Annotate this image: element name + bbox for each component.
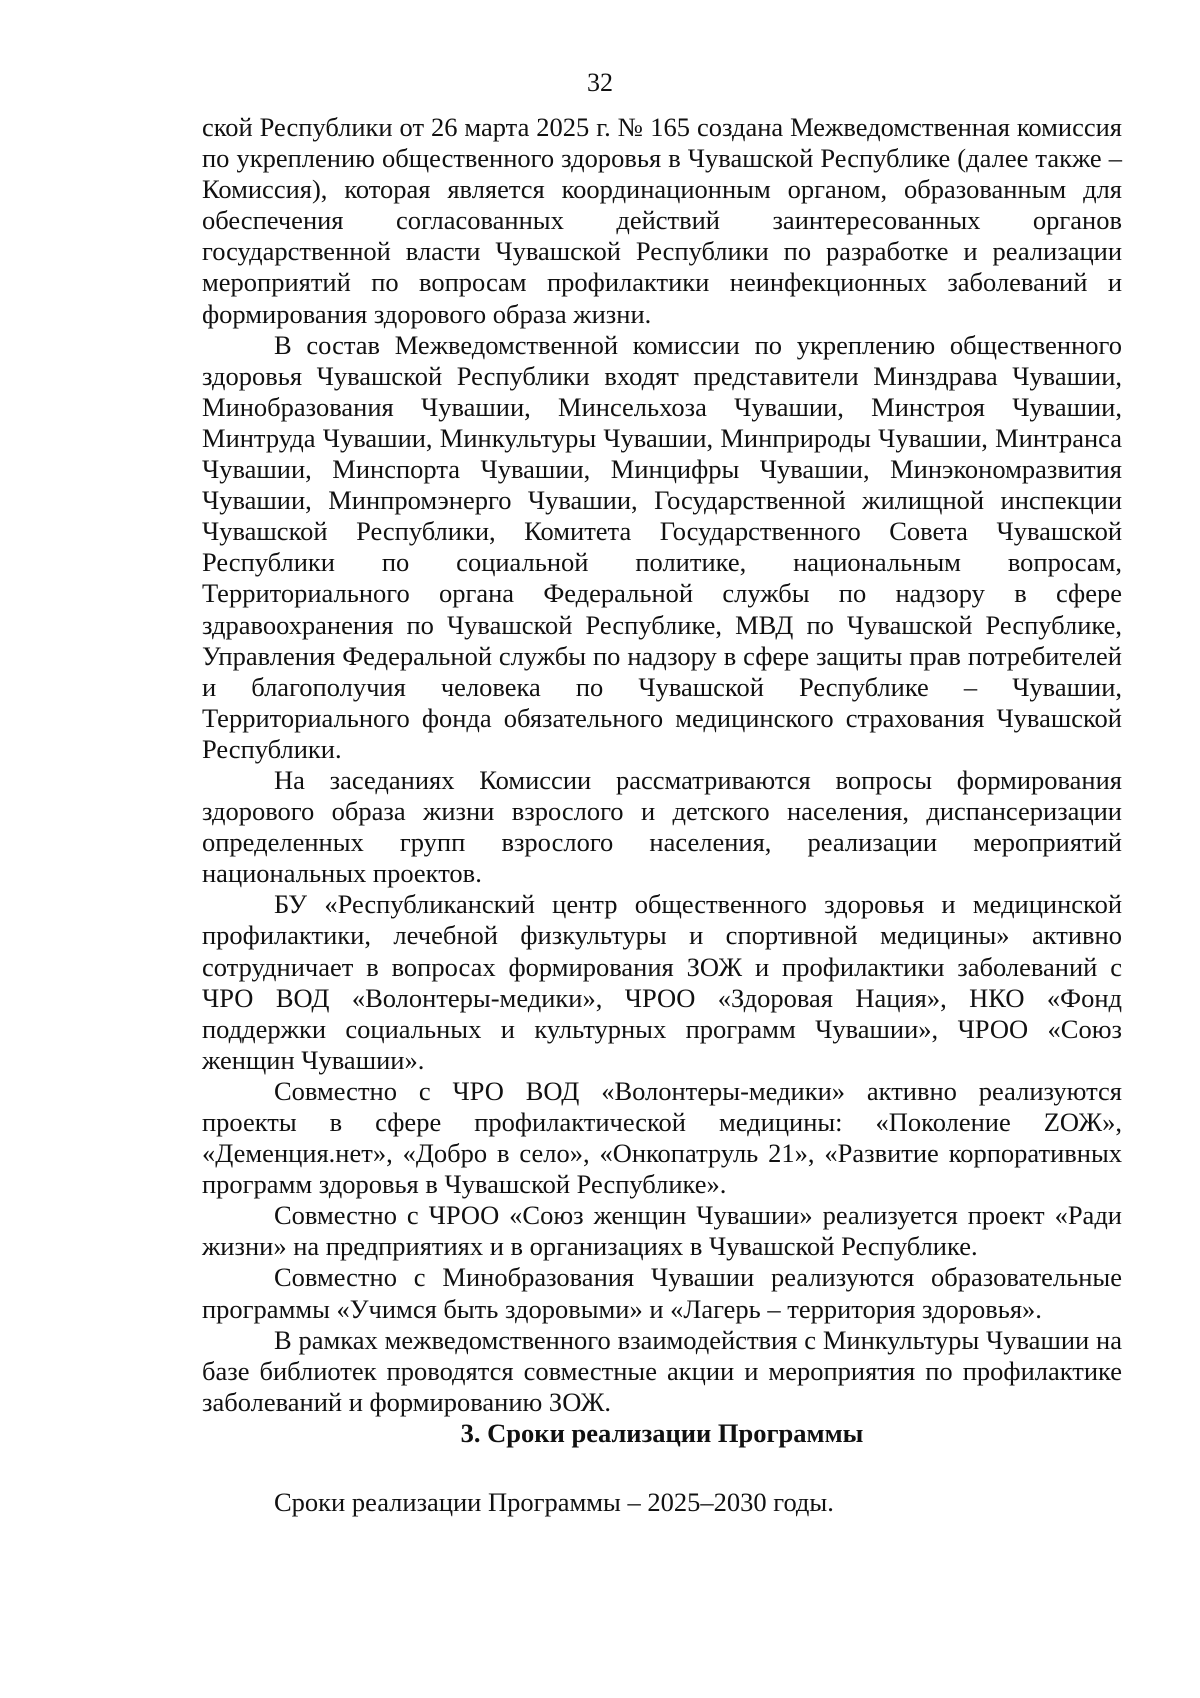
paragraph-commission-meetings: На заседаниях Комиссии рассматриваются вопросы формирования здорового образа жизни взрослого и детского населения, диспансеризации определенных групп взрослого населения, реализации мероприятий национальных проектов. xyxy=(202,764,1122,889)
page-number: 32 xyxy=(587,68,613,97)
document-body xyxy=(202,112,1122,1518)
paragraph-women-union-project: Совместно с ЧРОО «Союз женщин Чувашии» реализуется проект «Ради жизни» на предприятиях и в организациях в Чувашской Республике. xyxy=(202,1200,1122,1262)
paragraph-continuation: ской Республики от 26 марта 2025 г. № 165 создана Межведомственная комиссия по укреплению общественного здоровья в Чувашской Республике (далее также – Комиссия), которая является координационным органом, образованным для обеспечения согласованных действий заинтересованных органов государственной власти Чувашской Республики по разработке и реализации мероприятий по вопросам профилактики неинфекционных заболеваний и формирования здорового образа жизни. xyxy=(202,112,1122,329)
paragraph-commission-members: В состав Межведомственной комиссии по укреплению общественного здоровья Чувашской Республики входят представители Минздрава Чувашии, Минобразования Чувашии, Минсельхоза Чувашии, Минстроя Чувашии, Минтруда Чувашии, Минкультуры Чувашии, Минприроды Чувашии, Минтранса Чувашии, Минспорта Чувашии, Минцифры Чувашии, Минэкономразвития Чувашии, Минпромэнерго Чувашии, Государственной жилищной инспекции Чувашской Республики, Комитета Государственного Совета Чувашской Республики по социальной политике, национальным вопросам, Территориального органа Федеральной службы по надзору в сфере здравоохранения по Чувашской Республике, МВД по Чувашской Республике, Управления Федеральной службы по надзору в сфере защиты прав потребителей и благополучия человека по Чувашской Республике – Чувашии, Территориального фонда обязательного медицинского страхования Чувашской Республики. xyxy=(202,329,1122,764)
paragraph-volunteer-projects: Совместно с ЧРО ВОД «Волонтеры-медики» активно реализуются проекты в сфере профилактической медицины: «Поколение ZОЖ», «Деменция.нет», «Добро в село», «Онкопатруль 21», «Развитие корпоративных программ здоровья в Чувашской Республике». xyxy=(202,1075,1122,1200)
paragraph-center-cooperation: БУ «Республиканский центр общественного здоровья и медицинской профилактики, лечебной физкультуры и спортивной медицины» активно сотрудничает в вопросах формирования ЗОЖ и профилактики заболеваний с ЧРО ВОД «Волонтеры-медики», ЧРОО «Здоровая Нация», НКО «Фонд поддержки социальных и культурных программ Чувашии», ЧРОО «Союз женщин Чувашии». xyxy=(202,889,1122,1075)
paragraph-library-events: В рамках межведомственного взаимодействия с Минкультуры Чувашии на базе библиотек проводятся совместные акции и мероприятия по профилактике заболеваний и формированию ЗОЖ. xyxy=(202,1324,1122,1417)
program-term-text: Сроки реализации Программы – 2025–2030 годы. xyxy=(274,1487,834,1518)
section-heading: 3. Сроки реализации Программы xyxy=(460,1417,864,1448)
paragraph-education-programs: Совместно с Минобразования Чувашии реализуются образовательные программы «Учимся быть здоровыми» и «Лагерь – территория здоровья». xyxy=(202,1262,1122,1324)
